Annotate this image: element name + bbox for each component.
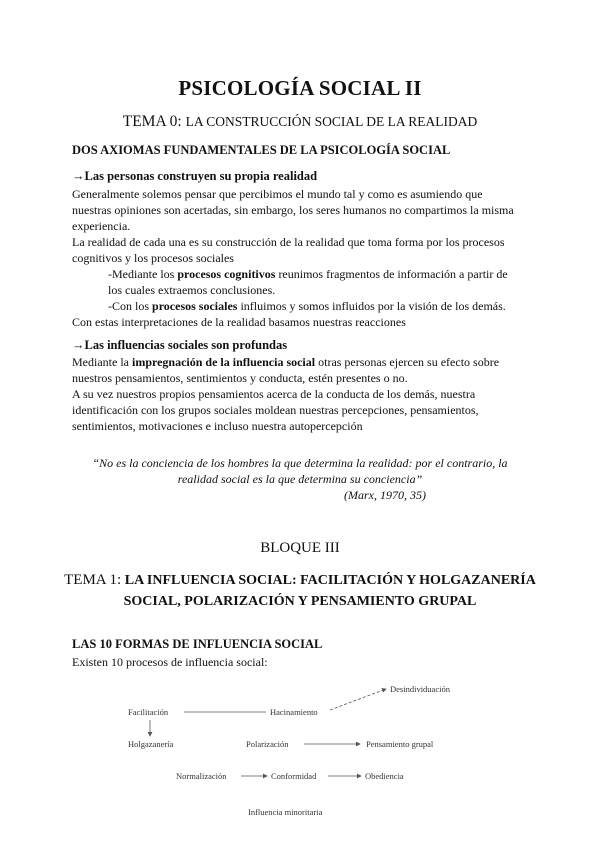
tema0-title: LA CONSTRUCCIÓN SOCIAL DE LA REALIDAD [185, 114, 478, 129]
node-holgazaneria: Holgazanería [128, 739, 174, 749]
axiom2-line: identificación con los grupos sociales moldean nuestras percepciones, pensamientos, [72, 403, 479, 417]
quote-citation: (Marx, 1970, 35) [344, 488, 426, 502]
axiom1-line: nuestras opiniones son acertadas, sin embargo, los seres humanos no compartimos la misma [72, 203, 514, 217]
node-polarizacion: Polarización [246, 739, 289, 749]
axiom1-closing: Con estas interpretaciones de la realidad basamos nuestras reacciones [72, 315, 406, 329]
axiom2-line: nuestros pensamientos, sentimientos y conducta, estén presentes o no. [72, 371, 408, 385]
node-normalizacion: Normalización [176, 771, 227, 781]
tema1-label: TEMA 1: [64, 572, 122, 588]
node-influencia-minoritaria: Influencia minoritaria [248, 807, 323, 817]
section2-heading: LAS 10 FORMAS DE INFLUENCIA SOCIAL [72, 637, 323, 651]
document-title: PSICOLOGÍA SOCIAL II [178, 76, 422, 100]
section2-intro: Existen 10 procesos de influencia social: [72, 655, 268, 669]
node-facilitacion: Facilitación [128, 707, 169, 717]
axiom1-heading: →Las personas construyen su propia realidad [72, 169, 318, 183]
axiom1-bullet1-cont: los cuales extraemos conclusiones. [108, 283, 276, 297]
axiom1-line: experiencia. [72, 219, 131, 233]
tema1-title: LA INFLUENCIA SOCIAL: FACILITACIÓN Y HOLGAZANERÍA SOCIAL, POLARIZACIÓN Y PENSAMIENTO GRUPAL [123, 573, 536, 609]
bloque-heading: BLOQUE III [260, 540, 340, 556]
axiom1-line: cognitivos y los procesos sociales [72, 251, 234, 265]
axiom2-line: Mediante la impregnación de la influencia social otras personas ejercen su efecto sobre [72, 355, 500, 369]
axiom1-bullet2: -Con los procesos sociales influimos y somos influidos por la visión de los demás. [108, 299, 506, 313]
axiom2-line: sentimientos, motivaciones e incluso nuestra autopercepción [72, 419, 363, 433]
axiom1-line: La realidad de cada una es su construcción de la realidad que toma forma por los procesos [72, 235, 505, 249]
node-obediencia: Obediencia [365, 771, 404, 781]
node-desindividuacion: Desindividuación [390, 684, 450, 694]
axiom2-line: A su vez nuestros propios pensamientos acerca de la conducta de los demás, nuestra [72, 387, 476, 401]
axiom1-bullet1: -Mediante los procesos cognitivos reunimos fragmentos de información a partir de [108, 267, 508, 281]
marx-quote: “No es la conciencia de los hombres la que determina la realidad: por el contrario, la realidad social es la que determina su conciencia” [92, 456, 508, 486]
arrow-hacinamiento-desindividuacion [330, 689, 386, 710]
tema0-label: TEMA 0: [122, 113, 182, 130]
section1-heading: DOS AXIOMAS FUNDAMENTALES DE LA PSICOLOGÍA SOCIAL [72, 143, 451, 157]
axiom2-heading: →Las influencias sociales son profundas [72, 338, 288, 352]
node-pensamiento-grupal: Pensamiento grupal [366, 739, 434, 749]
node-hacinamiento: Hacinamiento [270, 707, 318, 717]
node-conformidad: Conformidad [271, 771, 317, 781]
axiom1-line: Generalmente solemos pensar que percibimos el mundo tal y como es asumiendo que [72, 187, 483, 201]
